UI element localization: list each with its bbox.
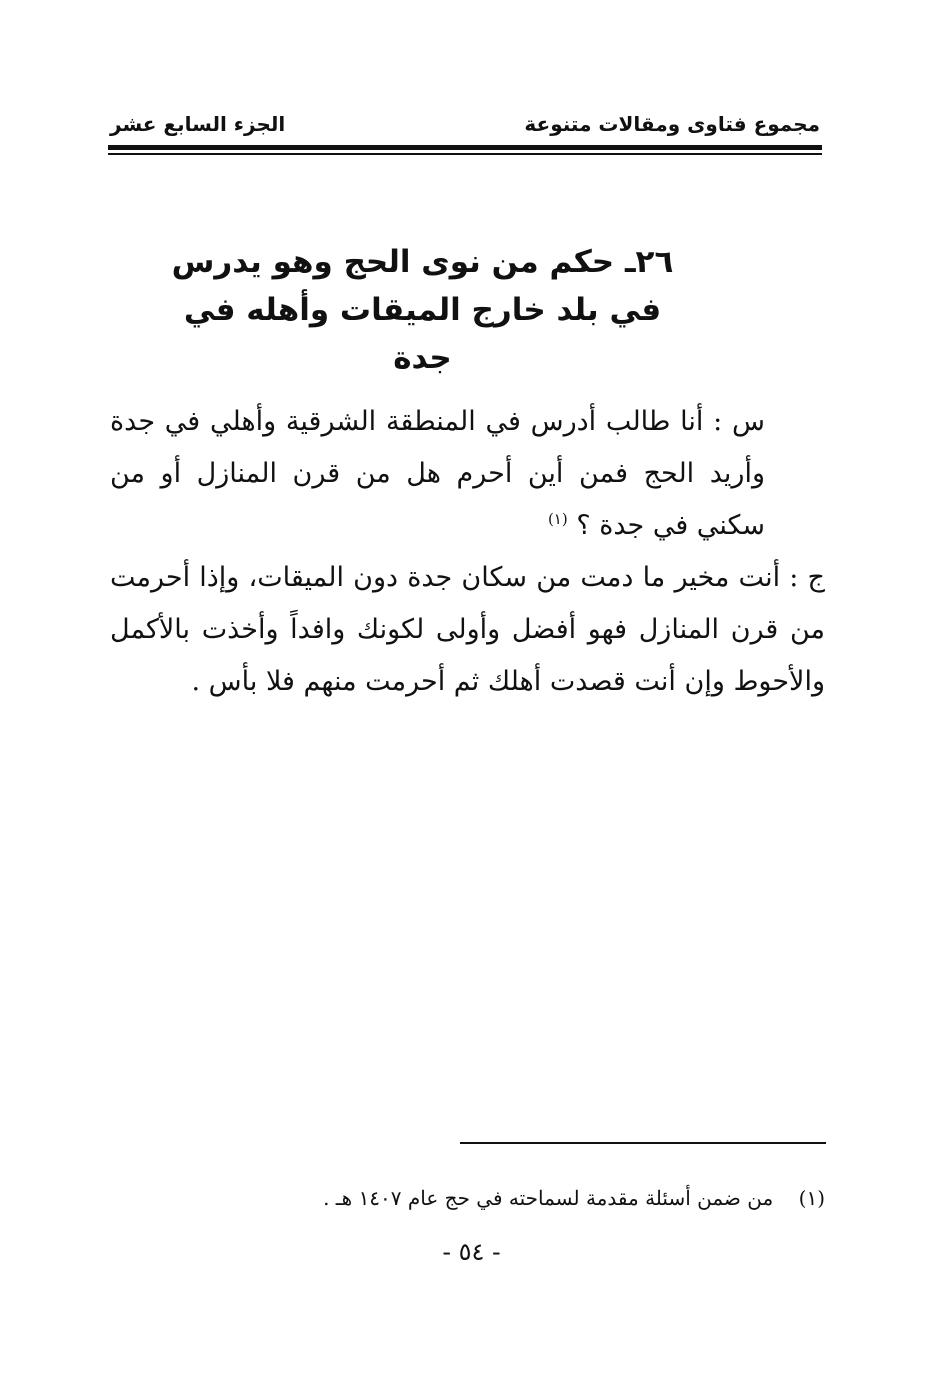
page-number: - ٥٤ - — [442, 1238, 501, 1266]
article-title — [150, 238, 695, 382]
footnote-separator — [460, 1142, 826, 1144]
answer-paragraph — [110, 552, 825, 708]
book-title: مجموع فتاوى ومقالات متنوعة — [524, 112, 820, 136]
question-label: س : — [713, 406, 765, 437]
article-title-line-2: في بلد خارج الميقات وأهله في جدة — [183, 292, 662, 376]
volume-label: الجزء السابع عشر — [110, 112, 286, 136]
question-paragraph — [110, 396, 825, 552]
footnote — [240, 1184, 825, 1212]
footnote-text: من ضمن أسئلة مقدمة لسماحته في حج عام ١٤٠٧ هـ . — [323, 1186, 774, 1210]
answer-text: أنت مخير ما دمت من سكان جدة دون الميقات، وإذا أحرمت من قرن المنازل فهو أفضل وأولى لكونك وافداً وأخذت بالأكمل والأحوط وإن أنت قصدت أهلك ثم أحرمت منهم فلا بأس . — [110, 562, 825, 697]
answer-label: ج : — [789, 562, 825, 593]
header-rule-thin — [108, 153, 822, 155]
question-block — [110, 396, 825, 552]
header-rule-thick — [108, 145, 822, 150]
article-title-line-1: ٢٦ـ حكم من نوى الحج وهو يدرس — [171, 244, 674, 280]
running-header — [110, 112, 820, 144]
footnote-marker: (١) — [798, 1186, 825, 1210]
question-text: أنا طالب أدرس في المنطقة الشرقية وأهلي في جدة وأريد الحج فمن أين أحرم هل من قرن المنازل أو من سكني في جدة ؟ — [110, 406, 765, 541]
footnote-reference: (١) — [547, 510, 568, 528]
